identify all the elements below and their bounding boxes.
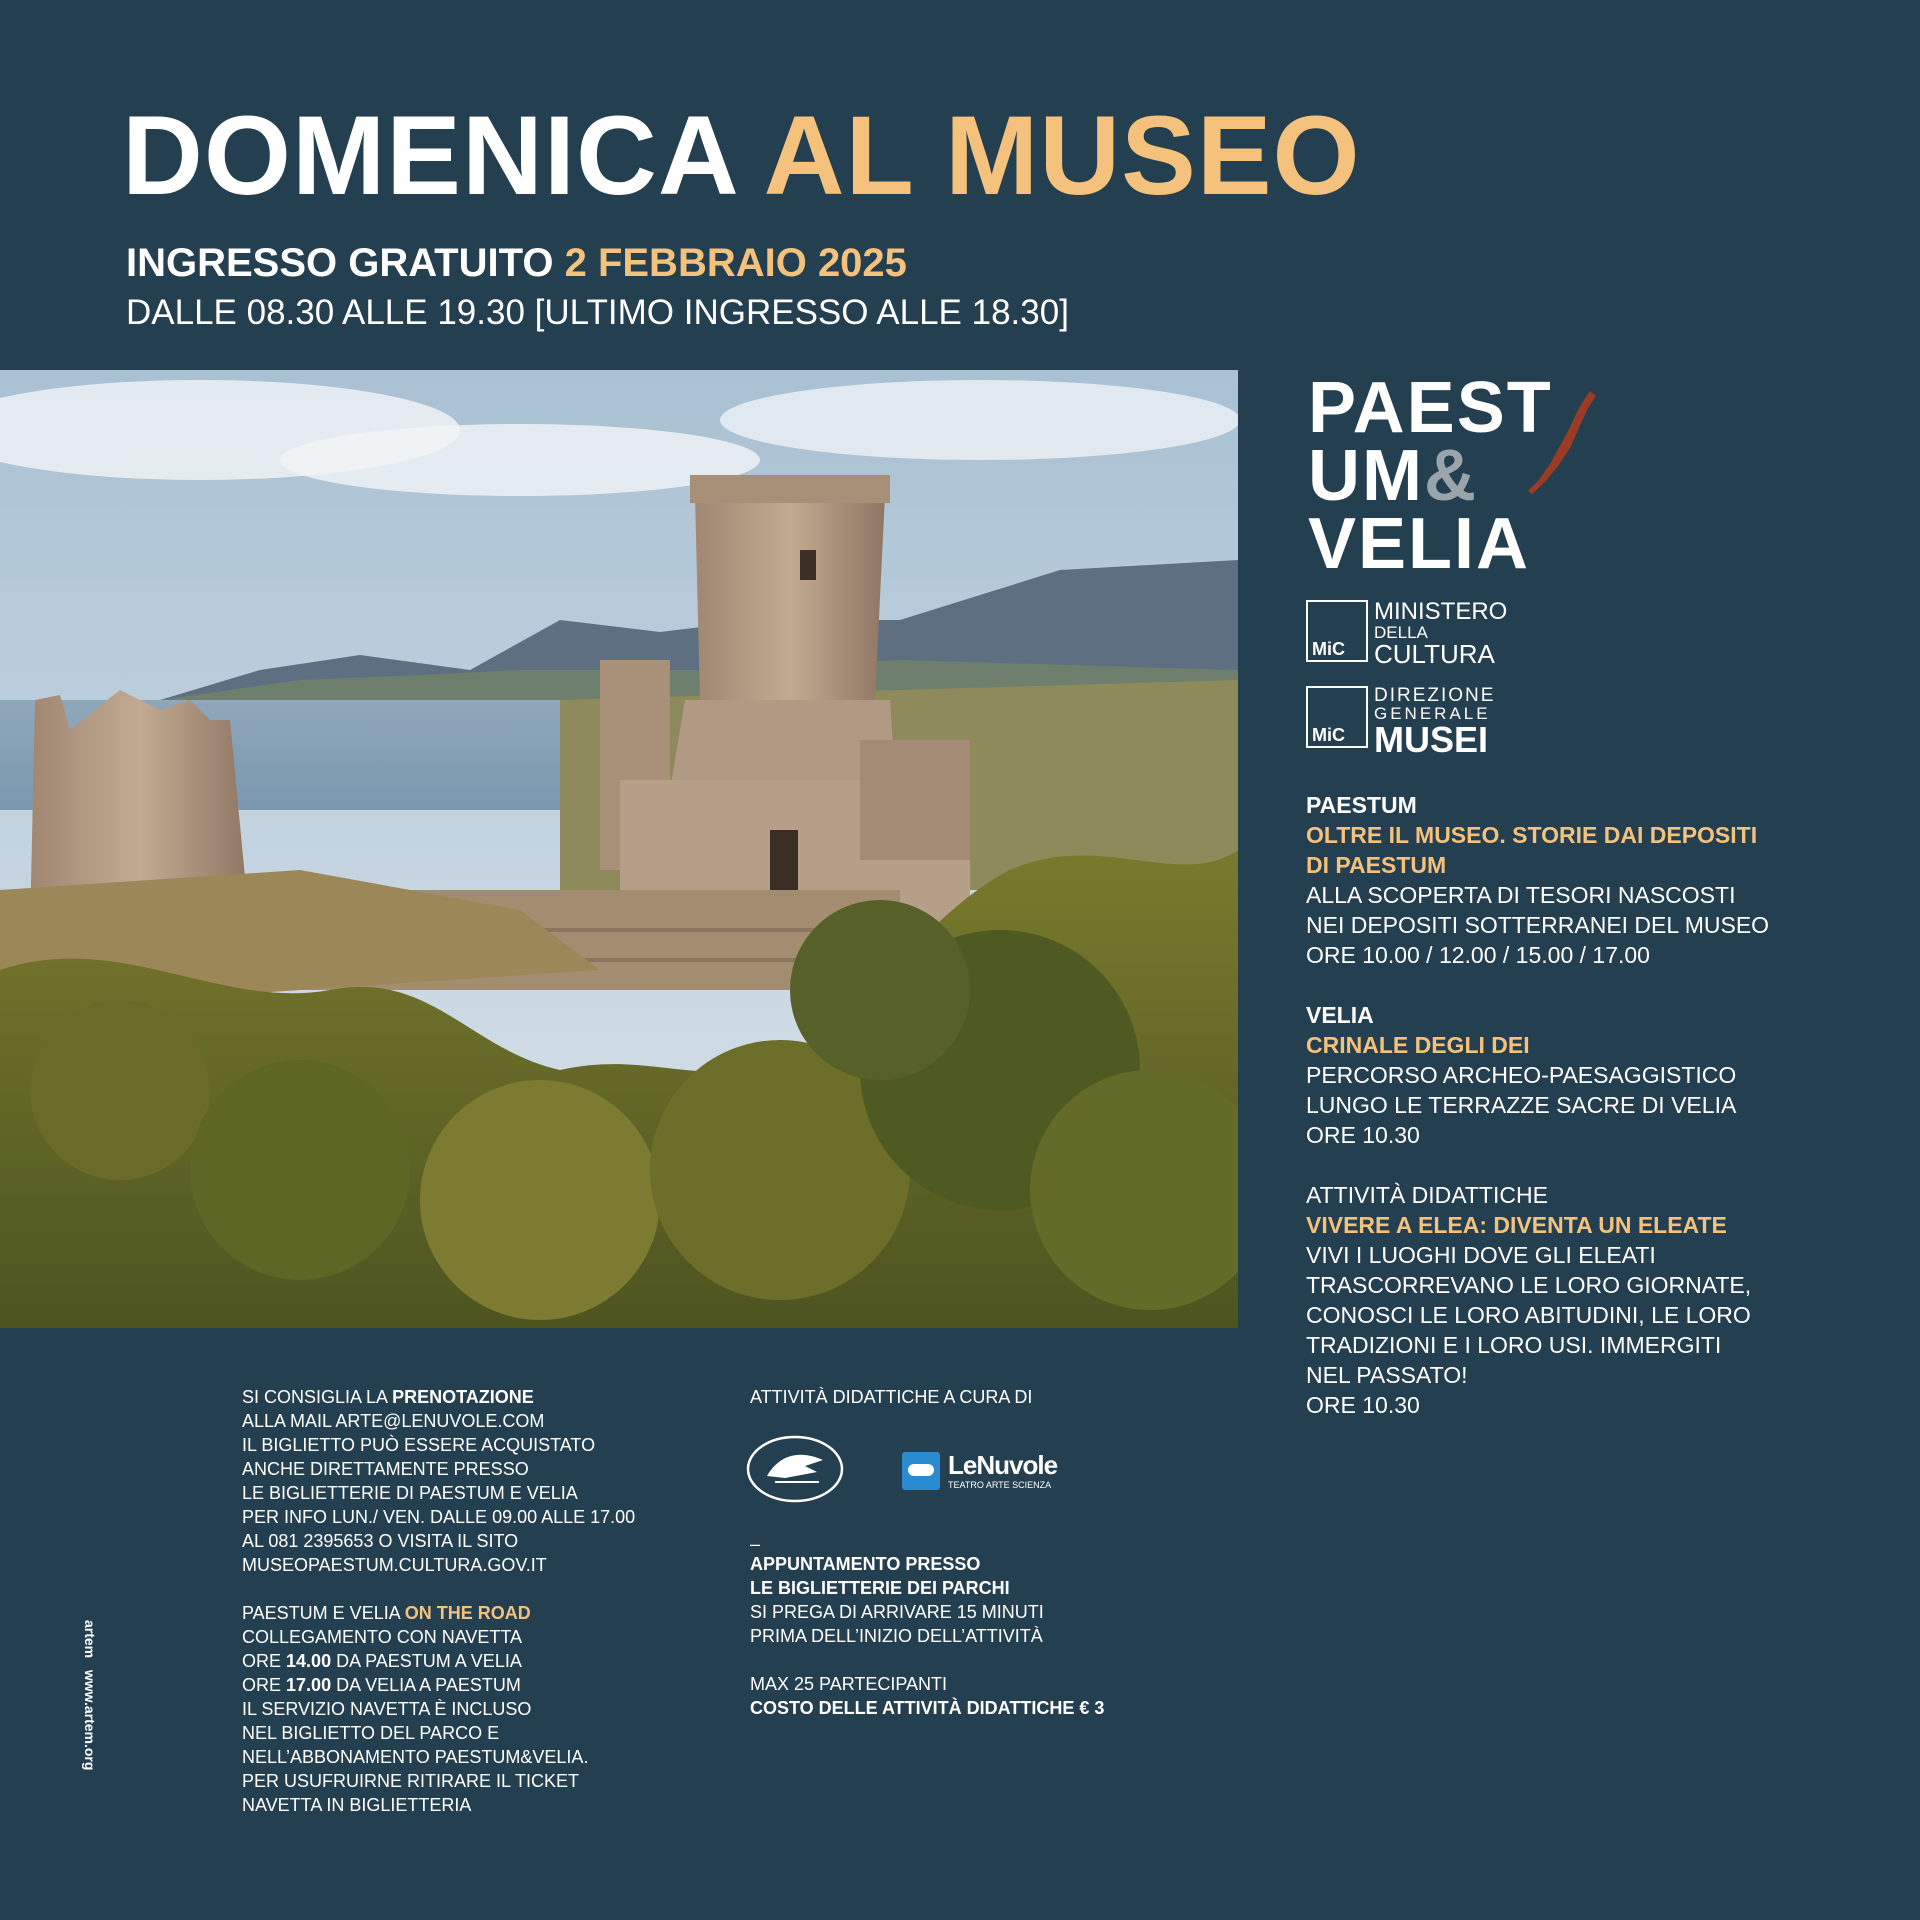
- activity-title: CRINALE DEGLI DEI: [1306, 1032, 1530, 1058]
- velia-tower-photo: [0, 370, 1238, 1328]
- separator: –: [750, 1534, 761, 1554]
- website-url: MUSEOPAESTUM.CULTURA.GOV.IT: [242, 1555, 547, 1575]
- activity-times: ORE 10.00 / 12.00 / 15.00 / 17.00: [1306, 942, 1650, 968]
- booking-email: ALLA MAIL ARTE@LENUVOLE.COM: [242, 1411, 545, 1431]
- designer-credit: artem www.artem.org: [82, 1620, 98, 1771]
- program-paestum: [1306, 790, 1776, 970]
- activity-desc: CONOSCI LE LORO ABITUDINI, LE LORO: [1306, 1302, 1751, 1328]
- activity-desc: ALLA SCOPERTA DI TESORI NASCOSTI: [1306, 882, 1736, 908]
- directorate-logo: MiC DIREZIONE GENERALE MUSEI: [1306, 686, 1606, 774]
- max-participants: MAX 25 PARTECIPANTI: [750, 1674, 948, 1694]
- activity-title-cont: DI PAESTUM: [1306, 852, 1447, 878]
- site-name: PAESTUM: [1306, 792, 1417, 818]
- site-name: ATTIVITÀ DIDATTICHE: [1306, 1182, 1548, 1208]
- cloud-icon: [902, 1452, 940, 1490]
- activity-desc: NEL PASSATO!: [1306, 1362, 1468, 1388]
- activity-title: OLTRE IL MUSEO. STORIE DAI DEPOSITI: [1306, 822, 1758, 848]
- title-white: DOMENICA: [122, 93, 736, 218]
- program-list: [1306, 790, 1776, 1450]
- activity-cost: COSTO DELLE ATTIVITÀ DIDATTICHE € 3: [750, 1698, 1105, 1718]
- logo-line-1: PAEST: [1308, 368, 1553, 448]
- mic-emblem: MiC: [1306, 600, 1368, 662]
- diver-icon: [1520, 386, 1600, 496]
- shuttle-info: PAESTUM E VELIA ON THE ROAD COLLEGAMENTO CON NAVETTA ORE 14.00 DA PAESTUM A VELIA ORE 17.00 DA VELIA A PAESTUM IL SERVIZIO NAVETTA È INCLUSO NEL BIGLIETTO DEL PARCO E NELL’ABBONAMENTO PAESTUM&VELIA. PER USUFRUIRNE RITIRARE IL TICKET NAVETTA IN BIGLIETTERIA: [242, 1603, 589, 1815]
- lenuvole-logo: LeNuvole TEATRO ARTE SCIENZA: [902, 1450, 1062, 1495]
- free-entry-label: INGRESSO GRATUITO: [126, 241, 554, 285]
- opening-hours: DALLE 08.30 ALLE 19.30 [ULTIMO INGRESSO ALLE 18.30]: [126, 293, 1069, 332]
- event-date: 2 FEBBRAIO 2025: [564, 241, 907, 285]
- partner-emblem-icon: [745, 1434, 845, 1504]
- activity-desc: LUNGO LE TERRAZZE SACRE DI VELIA: [1306, 1092, 1737, 1118]
- logo-line-3: VELIA: [1308, 504, 1531, 584]
- site-name: VELIA: [1306, 1002, 1374, 1028]
- page-title: [122, 93, 1361, 218]
- booking-info: SI CONSIGLIA LA PRENOTAZIONE ALLA MAIL ARTE@LENUVOLE.COM IL BIGLIETTO PUÒ ESSERE ACQUISTATO ANCHE DIRETTAMENTE PRESSO LE BIGLIETTERIE DI PAESTUM E VELIA PER INFO LUN./ VEN. DALLE 09.00 ALLE 17.00 AL 081 2395653 O VISITA IL SITO MUSEOPAESTUM.CULTURA.GOV.IT: [242, 1385, 682, 1577]
- activity-desc: NEI DEPOSITI SOTTERRANEI DEL MUSEO: [1306, 912, 1770, 938]
- activity-title: VIVERE A ELEA: DIVENTA UN ELEATE: [1306, 1212, 1727, 1238]
- didactic-credit-label: ATTIVITÀ DIDATTICHE A CURA DI: [750, 1387, 1033, 1407]
- mic-emblem-2: MiC: [1306, 686, 1368, 748]
- ministry-logo: MiC MINISTERO DELLA CULTURA: [1306, 600, 1606, 688]
- activity-desc: TRADIZIONI E I LORO USI. IMMERGITI: [1306, 1332, 1722, 1358]
- logo-line-2: UM&: [1308, 436, 1478, 516]
- page-subtitle: [126, 243, 907, 283]
- activity-desc: TRASCORREVANO LE LORO GIORNATE,: [1306, 1272, 1752, 1298]
- program-didactic: [1306, 1180, 1776, 1420]
- activity-times: ORE 10.30: [1306, 1392, 1420, 1418]
- activity-times: ORE 10.30: [1306, 1122, 1420, 1148]
- title-gold: AL MUSEO: [763, 93, 1361, 218]
- meeting-info: APPUNTAMENTO PRESSO LE BIGLIETTERIE DEI PARCHI SI PREGA DI ARRIVARE 15 MINUTI PRIMA DELL’INIZIO DELL’ATTIVITÀ MAX 25 PARTECIPANTI COSTO DELLE ATTIVITÀ DIDATTICHE € 3: [750, 1552, 1170, 1720]
- program-velia: [1306, 1000, 1776, 1150]
- activity-desc: PERCORSO ARCHEO-PAESAGGISTICO: [1306, 1062, 1737, 1088]
- activity-desc: VIVI I LUOGHI DOVE GLI ELEATI: [1306, 1242, 1656, 1268]
- paestum-velia-logo: [1308, 368, 1598, 584]
